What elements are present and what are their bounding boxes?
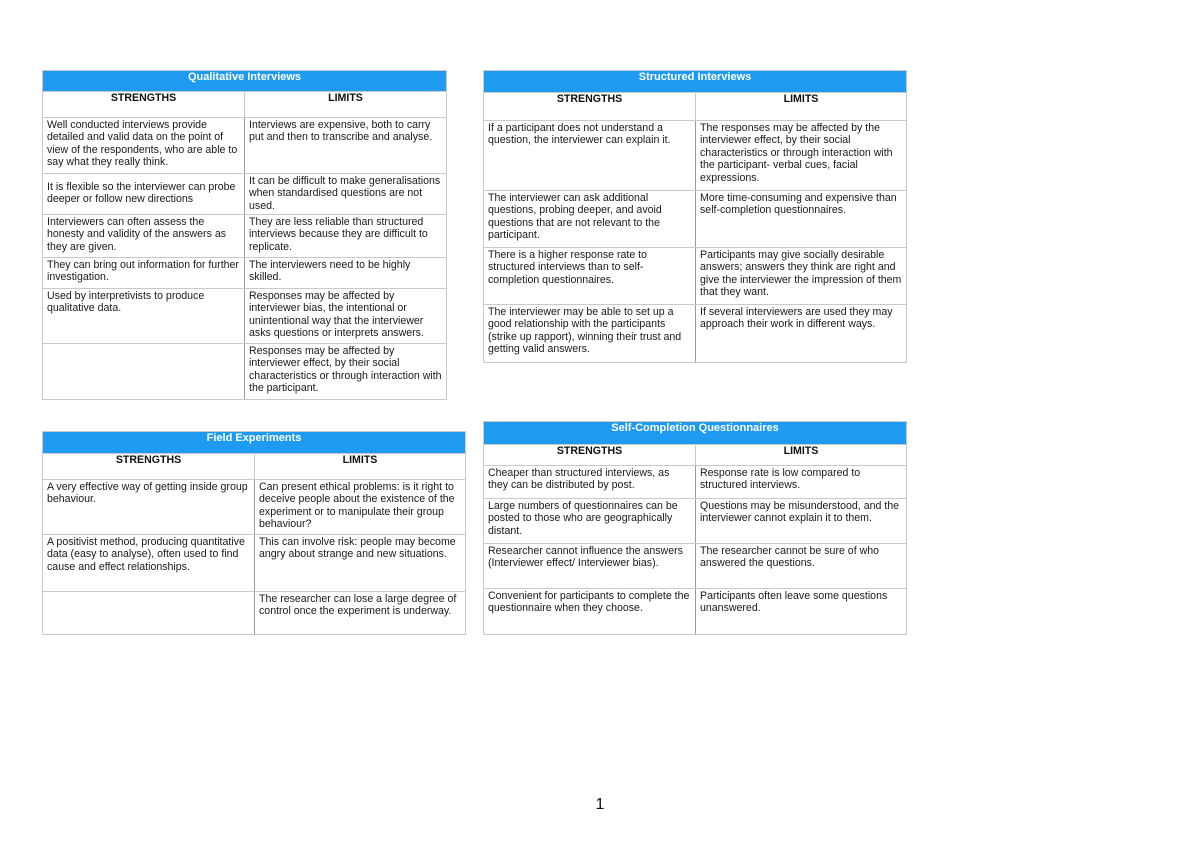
table-row	[484, 305, 907, 363]
strength-cell: Well conducted interviews provide detailed and valid data on the point of view of the respondents, who are able to say what they really think.	[47, 119, 238, 169]
strength-cell: Convenient for participants to complete the questionnaire when they choose.	[488, 590, 690, 615]
limits-header: LIMITS	[696, 445, 907, 466]
table-row	[484, 499, 907, 544]
table-row	[484, 121, 907, 191]
table-row	[43, 592, 466, 635]
strength-cell: The interviewer can ask additional questions, probing deeper, and avoid questions that are not relevant to the participant.	[488, 192, 662, 242]
table-title: Qualitative Interviews	[43, 71, 447, 92]
limit-cell: Responses may be affected by interviewer effect, by their social characteristics or through interaction with the participant.	[249, 345, 442, 395]
table-row	[43, 215, 447, 258]
strength-cell: If a participant does not understand a question, the interviewer can explain it.	[488, 122, 671, 147]
table-row	[484, 248, 907, 305]
strengths-header: STRENGTHS	[43, 454, 255, 480]
limit-cell: Interviews are expensive, both to carry put and then to transcribe and analyse.	[249, 119, 433, 144]
limits-header: LIMITS	[255, 454, 466, 480]
self-completion-questionnaires-table	[483, 421, 907, 635]
qualitative-interviews-table	[42, 70, 447, 400]
table-row	[484, 466, 907, 499]
limit-cell: They are less reliable than structured interviews because they are difficult to replicate.	[249, 216, 428, 253]
strength-cell: They can bring out information for further investigation.	[47, 259, 239, 284]
limit-cell: The researcher can lose a large degree of control once the experiment is underway.	[259, 593, 457, 618]
limit-cell: The researcher cannot be sure of who answered the questions.	[700, 545, 880, 570]
limit-cell: Participants may give socially desirable answers; answers they think are right and give the interviewer the impression of them that they want.	[700, 249, 902, 299]
table-row	[484, 589, 907, 635]
limit-cell: If several interviewers are used they may approach their work in different ways.	[700, 306, 893, 331]
table-row	[43, 289, 447, 344]
strengths-header: STRENGTHS	[484, 93, 696, 121]
strength-cell	[47, 592, 250, 593]
table-title: Field Experiments	[43, 432, 466, 454]
table-row	[43, 258, 447, 289]
strength-cell: A positivist method, producing quantitative data (easy to analyse), often used to find cause and effect relationships.	[47, 536, 245, 573]
strength-cell: The interviewer may be able to set up a good relationship with the participants (strike up rapport), winning their trust and getting valid answers.	[488, 306, 682, 356]
table-row	[43, 344, 447, 400]
strength-cell: Cheaper than structured interviews, as they can be distributed by post.	[488, 467, 670, 492]
strength-cell: A very effective way of getting inside group behaviour.	[47, 481, 248, 506]
table-row	[484, 191, 907, 248]
limit-cell: Participants often leave some questions unanswered.	[700, 590, 888, 615]
limit-cell: The responses may be affected by the interviewer effect, by their social characteristics or through interaction with the participant- verbal cues, facial expressions.	[700, 122, 893, 184]
limit-cell: Response rate is low compared to structured interviews.	[700, 467, 861, 492]
strengths-header: STRENGTHS	[484, 445, 696, 466]
strength-cell: Researcher cannot influence the answers (Interviewer effect/ Interviewer bias).	[488, 545, 683, 570]
strength-cell: Large numbers of questionnaires can be posted to those who are geographically distant.	[488, 500, 678, 537]
structured-interviews-table	[483, 70, 907, 363]
table-row	[43, 118, 447, 174]
strength-cell: Interviewers can often assess the honesty and validity of the answers as they are given.	[47, 216, 227, 253]
table-row	[43, 535, 466, 592]
limit-cell: Questions may be misunderstood, and the interviewer cannot explain it to them.	[700, 500, 900, 525]
table-title: Self-Completion Questionnaires	[484, 422, 907, 445]
strength-cell	[47, 344, 240, 345]
limit-cell: The interviewers need to be highly skilled.	[249, 259, 411, 284]
field-experiments-table	[42, 431, 466, 635]
strength-cell: Used by interpretivists to produce qualitative data.	[47, 290, 205, 315]
table-row	[43, 174, 447, 215]
limit-cell: Can present ethical problems: is it right to deceive people about the existence of the experiment or to manipulate their group behaviour?	[259, 481, 455, 531]
table-row	[484, 544, 907, 589]
strength-cell: It is flexible so the interviewer can probe deeper or follow new directions	[47, 181, 236, 206]
limits-header: LIMITS	[696, 93, 907, 121]
limit-cell: More time-consuming and expensive than self-completion questionnaires.	[700, 192, 897, 217]
strength-cell: There is a higher response rate to structured interviews than to self-completion questionnaires.	[488, 249, 647, 286]
table-row	[43, 480, 466, 535]
table-title: Structured Interviews	[484, 71, 907, 93]
limits-header: LIMITS	[245, 92, 447, 118]
limit-cell: Responses may be affected by interviewer bias, the intentional or unintentional way that the interviewer asks questions or interprets answers.	[249, 290, 424, 340]
limit-cell: This can involve risk: people may become angry about strange and new situations.	[259, 536, 456, 561]
strengths-header: STRENGTHS	[43, 92, 245, 118]
limit-cell: It can be difficult to make generalisations when standardised questions are not used.	[249, 175, 441, 212]
page-number: 1	[595, 796, 605, 813]
